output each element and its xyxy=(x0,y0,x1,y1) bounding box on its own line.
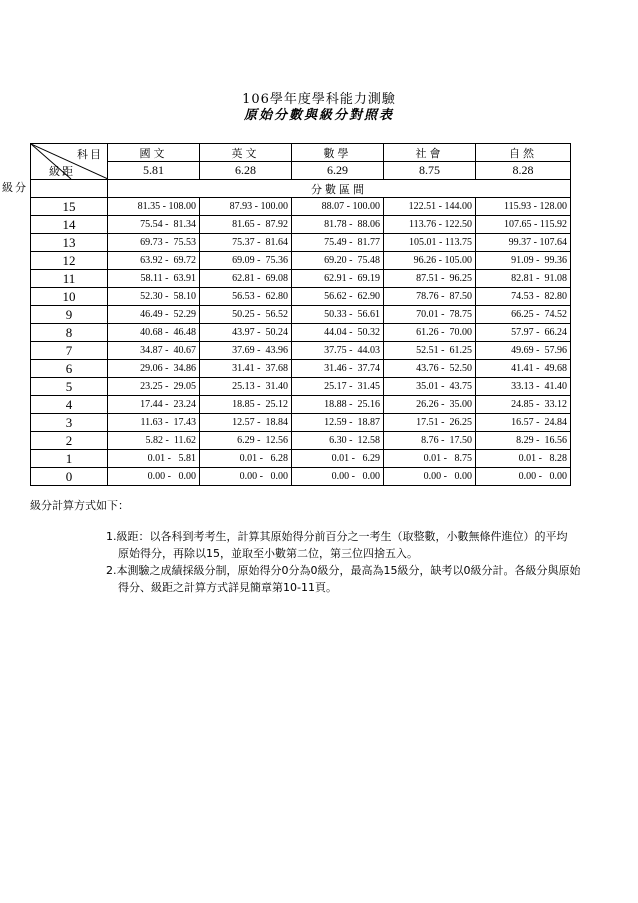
level-cell: 0 xyxy=(31,468,108,486)
range-cell: 11.63 - 17.43 xyxy=(108,414,200,432)
level-cell: 13 xyxy=(31,234,108,252)
range-cell: 37.69 - 43.96 xyxy=(200,342,292,360)
level-cell: 8 xyxy=(31,324,108,342)
range-cell: 61.26 - 70.00 xyxy=(384,324,476,342)
table-row xyxy=(31,306,571,324)
range-cell: 35.01 - 43.75 xyxy=(384,378,476,396)
range-cell: 31.41 - 37.68 xyxy=(200,360,292,378)
level-header-cell xyxy=(31,180,108,198)
range-cell: 78.76 - 87.50 xyxy=(384,288,476,306)
range-cell: 52.51 - 61.25 xyxy=(384,342,476,360)
range-cell: 0.01 - 5.81 xyxy=(108,450,200,468)
range-cell: 87.93 - 100.00 xyxy=(200,198,292,216)
table-row xyxy=(31,396,571,414)
range-cell: 56.62 - 62.90 xyxy=(292,288,384,306)
range-cell: 23.25 - 29.05 xyxy=(108,378,200,396)
table-row xyxy=(31,450,571,468)
subject-science: 自然 xyxy=(476,144,571,162)
range-cell: 88.07 - 100.00 xyxy=(292,198,384,216)
range-cell: 107.65 - 115.92 xyxy=(476,216,571,234)
corner-gap-label: 級距 xyxy=(49,165,75,178)
gap-social: 8.75 xyxy=(384,162,476,180)
level-cell: 7 xyxy=(31,342,108,360)
table-row xyxy=(31,216,571,234)
level-cell: 15 xyxy=(31,198,108,216)
table-row xyxy=(31,270,571,288)
range-cell: 75.37 - 81.64 xyxy=(200,234,292,252)
range-cell: 91.09 - 99.36 xyxy=(476,252,571,270)
range-cell: 49.69 - 57.96 xyxy=(476,342,571,360)
header-row-gaps xyxy=(31,162,571,180)
note-item-1 xyxy=(106,528,590,562)
range-cell: 62.91 - 69.19 xyxy=(292,270,384,288)
range-cell: 113.76 - 122.50 xyxy=(384,216,476,234)
range-cell: 74.53 - 82.80 xyxy=(476,288,571,306)
gap-english: 6.28 xyxy=(200,162,292,180)
table-row xyxy=(31,342,571,360)
note-item-2 xyxy=(106,562,590,596)
range-cell: 69.73 - 75.53 xyxy=(108,234,200,252)
range-cell: 12.57 - 18.84 xyxy=(200,414,292,432)
range-cell: 0.00 - 0.00 xyxy=(200,468,292,486)
range-cell: 46.49 - 52.29 xyxy=(108,306,200,324)
range-cell: 75.49 - 81.77 xyxy=(292,234,384,252)
range-cell: 69.09 - 75.36 xyxy=(200,252,292,270)
score-conversion-table xyxy=(30,143,571,486)
range-cell: 43.97 - 50.24 xyxy=(200,324,292,342)
range-cell: 50.25 - 56.52 xyxy=(200,306,292,324)
range-cell: 25.13 - 31.40 xyxy=(200,378,292,396)
header-row-range xyxy=(31,180,571,198)
range-cell: 24.85 - 33.12 xyxy=(476,396,571,414)
range-cell: 31.46 - 37.74 xyxy=(292,360,384,378)
range-cell: 81.78 - 88.06 xyxy=(292,216,384,234)
range-cell: 8.76 - 17.50 xyxy=(384,432,476,450)
level-cell: 14 xyxy=(31,216,108,234)
note-item-1-line-1: 1.級距：以各科到考考生，計算其原始得分前百分之一考生（取整數，小數無條件進位）的平均 xyxy=(106,530,568,543)
range-cell: 40.68 - 46.48 xyxy=(108,324,200,342)
level-cell: 3 xyxy=(31,414,108,432)
table-row xyxy=(31,288,571,306)
range-cell: 96.26 - 105.00 xyxy=(384,252,476,270)
range-cell: 29.06 - 34.86 xyxy=(108,360,200,378)
level-column-label: 級分 xyxy=(2,181,28,194)
level-cell: 6 xyxy=(31,360,108,378)
range-cell: 5.82 - 11.62 xyxy=(108,432,200,450)
range-cell: 34.87 - 40.67 xyxy=(108,342,200,360)
range-cell: 62.81 - 69.08 xyxy=(200,270,292,288)
notes-heading: 級分計算方式如下： xyxy=(30,499,129,512)
range-header: 分數區間 xyxy=(108,180,571,198)
note-item-2-line-2: 得分、級距之計算方式詳見簡章第10-11頁。 xyxy=(118,581,337,594)
range-cell: 12.59 - 18.87 xyxy=(292,414,384,432)
table-row xyxy=(31,198,571,216)
range-cell: 63.92 - 69.72 xyxy=(108,252,200,270)
level-cell: 11 xyxy=(31,270,108,288)
range-cell: 69.20 - 75.48 xyxy=(292,252,384,270)
range-cell: 115.93 - 128.00 xyxy=(476,198,571,216)
range-cell: 17.44 - 23.24 xyxy=(108,396,200,414)
range-cell: 26.26 - 35.00 xyxy=(384,396,476,414)
gap-science: 8.28 xyxy=(476,162,571,180)
range-cell: 0.00 - 0.00 xyxy=(292,468,384,486)
range-cell: 105.01 - 113.75 xyxy=(384,234,476,252)
range-cell: 0.00 - 0.00 xyxy=(476,468,571,486)
note-item-1-line-2: 原始得分，再除以15，並取至小數第二位，第三位四捨五入。 xyxy=(118,547,418,560)
range-cell: 18.88 - 25.16 xyxy=(292,396,384,414)
document-title: 106學年度學科能力測驗 xyxy=(242,92,396,107)
range-cell: 0.01 - 8.75 xyxy=(384,450,476,468)
range-cell: 99.37 - 107.64 xyxy=(476,234,571,252)
range-cell: 0.01 - 6.28 xyxy=(200,450,292,468)
range-cell: 17.51 - 26.25 xyxy=(384,414,476,432)
range-cell: 56.53 - 62.80 xyxy=(200,288,292,306)
range-cell: 6.30 - 12.58 xyxy=(292,432,384,450)
range-cell: 50.33 - 56.61 xyxy=(292,306,384,324)
corner-cell xyxy=(31,144,108,180)
subject-social: 社會 xyxy=(384,144,476,162)
range-cell: 57.97 - 66.24 xyxy=(476,324,571,342)
range-cell: 43.76 - 52.50 xyxy=(384,360,476,378)
range-cell: 87.51 - 96.25 xyxy=(384,270,476,288)
level-cell: 4 xyxy=(31,396,108,414)
range-cell: 81.35 - 108.00 xyxy=(108,198,200,216)
level-cell: 12 xyxy=(31,252,108,270)
range-cell: 82.81 - 91.08 xyxy=(476,270,571,288)
table-row xyxy=(31,378,571,396)
table-row xyxy=(31,252,571,270)
note-item-2-line-1: 2.本測驗之成績採級分制，原始得分0分為0級分，最高為15級分，缺考以0級分計。各級分與原始 xyxy=(106,564,581,577)
table-row xyxy=(31,360,571,378)
range-cell: 25.17 - 31.45 xyxy=(292,378,384,396)
table-row xyxy=(31,414,571,432)
range-cell: 41.41 - 49.68 xyxy=(476,360,571,378)
range-cell: 0.00 - 0.00 xyxy=(108,468,200,486)
range-cell: 0.01 - 6.29 xyxy=(292,450,384,468)
gap-math: 6.29 xyxy=(292,162,384,180)
level-cell: 2 xyxy=(31,432,108,450)
range-cell: 122.51 - 144.00 xyxy=(384,198,476,216)
range-cell: 33.13 - 41.40 xyxy=(476,378,571,396)
table-row xyxy=(31,468,571,486)
level-cell: 9 xyxy=(31,306,108,324)
level-cell: 1 xyxy=(31,450,108,468)
range-cell: 8.29 - 16.56 xyxy=(476,432,571,450)
range-cell: 37.75 - 44.03 xyxy=(292,342,384,360)
level-cell: 10 xyxy=(31,288,108,306)
range-cell: 0.00 - 0.00 xyxy=(384,468,476,486)
subject-english: 英文 xyxy=(200,144,292,162)
subject-chinese: 國文 xyxy=(108,144,200,162)
range-cell: 52.30 - 58.10 xyxy=(108,288,200,306)
range-cell: 44.04 - 50.32 xyxy=(292,324,384,342)
calculation-notes xyxy=(30,497,590,596)
level-cell: 5 xyxy=(31,378,108,396)
range-cell: 81.65 - 87.92 xyxy=(200,216,292,234)
corner-subject-label: 科目 xyxy=(77,148,103,161)
header-row-subjects xyxy=(31,144,571,162)
table-row xyxy=(31,432,571,450)
range-cell: 6.29 - 12.56 xyxy=(200,432,292,450)
range-cell: 58.11 - 63.91 xyxy=(108,270,200,288)
table-row xyxy=(31,234,571,252)
range-cell: 66.25 - 74.52 xyxy=(476,306,571,324)
range-cell: 70.01 - 78.75 xyxy=(384,306,476,324)
document-subtitle: 原始分數與級分對照表 xyxy=(243,108,394,123)
range-cell: 0.01 - 8.28 xyxy=(476,450,571,468)
range-cell: 18.85 - 25.12 xyxy=(200,396,292,414)
range-cell: 75.54 - 81.34 xyxy=(108,216,200,234)
range-cell: 16.57 - 24.84 xyxy=(476,414,571,432)
gap-chinese: 5.81 xyxy=(108,162,200,180)
table-row xyxy=(31,324,571,342)
subject-math: 數學 xyxy=(292,144,384,162)
